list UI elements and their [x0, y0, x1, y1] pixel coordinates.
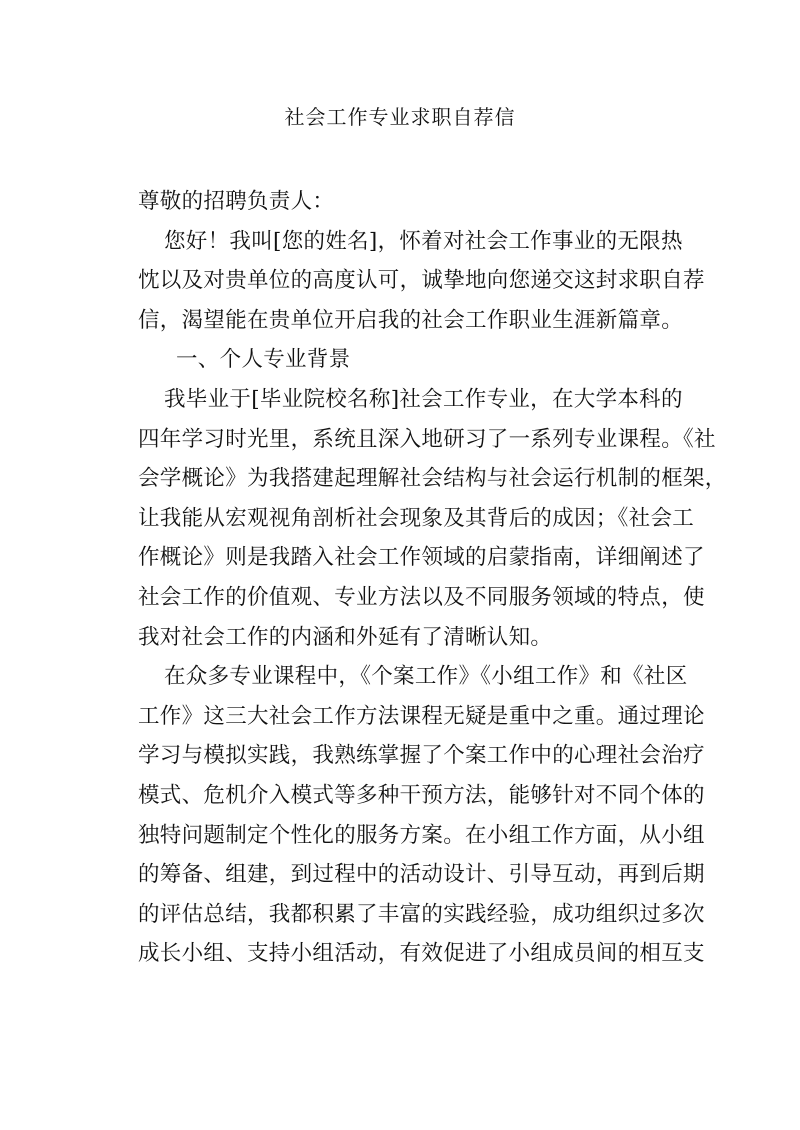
- salutation: 尊敬的招聘负责人：: [138, 189, 335, 214]
- paragraph-line: 信，渴望能在贵单位开启我的社会工作职业生涯新篇章。: [138, 307, 684, 333]
- paragraph-line: 的评估总结，我都积累了丰富的实践经验，成功组织过多次: [138, 901, 705, 927]
- document-title: 社会工作专业求职自荐信: [284, 105, 516, 129]
- paragraph-line: 您好！我叫[您的姓名]，怀着对社会工作事业的无限热: [164, 228, 683, 254]
- letter-body: [138, 182, 727, 974]
- paragraph-line: 我毕业于[毕业院校名称]社会工作专业，在大学本科的: [164, 386, 683, 412]
- paragraph-line: 会学概论》为我搭建起理解社会结构与社会运行机制的框架，: [138, 466, 727, 492]
- paragraph-line: 忱以及对贵单位的高度认可，诚挚地向您递交这封求职自荐: [138, 268, 705, 294]
- paragraph-line: 四年学习时光里，系统且深入地研习了一系列专业课程。《社: [138, 426, 716, 452]
- paragraph-line: 工作》这三大社会工作方法课程无疑是重中之重。通过理论: [138, 703, 705, 729]
- section-heading: 一、个人专业背景: [176, 347, 351, 373]
- paragraph-line: 的筹备、组建，到过程中的活动设计、引导互动，再到后期: [138, 862, 705, 888]
- paragraph-line: 独特问题制定个性化的服务方案。在小组工作方面，从小组: [138, 822, 705, 848]
- paragraph-line: 我对社会工作的内涵和外延有了清晰认知。: [138, 624, 553, 650]
- paragraph-line: 社会工作的价值观、专业方法以及不同服务领域的特点，使: [138, 584, 705, 610]
- paragraph-line: 学习与模拟实践，我熟练掌握了个案工作中的心理社会治疗: [138, 743, 705, 769]
- paragraph-line: 模式、危机介入模式等多种干预方法，能够针对不同个体的: [138, 782, 705, 808]
- paragraph-line: 让我能从宏观视角剖析社会现象及其背后的成因；《社会工: [138, 505, 695, 531]
- paragraph-line: 作概论》则是我踏入社会工作领域的启蒙指南，详细阐述了: [138, 545, 705, 571]
- paragraph-line: 成长小组、支持小组活动，有效促进了小组成员间的相互支: [138, 941, 705, 967]
- paragraph-line: 在众多专业课程中，《个案工作》《小组工作》和《社区: [164, 664, 688, 690]
